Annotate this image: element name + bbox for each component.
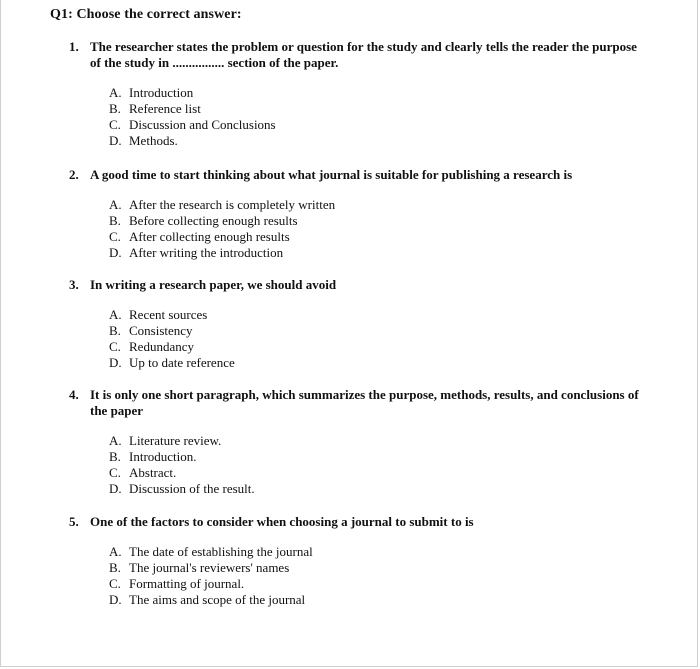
option-c[interactable] (109, 576, 649, 592)
question-number: 5. (69, 514, 79, 529)
option-letter: A. (109, 544, 122, 559)
option-letter: D. (109, 133, 122, 148)
option-text: The journal's reviewers' names (129, 560, 290, 575)
option-text: Consistency (129, 323, 193, 338)
question-text: One of the factors to consider when choosing a journal to submit to is (90, 514, 474, 529)
option-d[interactable] (109, 355, 649, 371)
question-stem (69, 167, 649, 183)
option-text: After the research is completely written (129, 197, 336, 212)
answer-options (109, 433, 649, 497)
option-b[interactable] (109, 449, 649, 465)
option-text: Redundancy (129, 339, 194, 354)
option-letter: B. (109, 323, 121, 338)
option-text: Formatting of journal. (129, 576, 245, 591)
option-letter: B. (109, 213, 121, 228)
option-b[interactable] (109, 323, 649, 339)
option-d[interactable] (109, 481, 649, 497)
option-d[interactable] (109, 133, 649, 149)
option-letter: B. (109, 560, 121, 575)
option-letter: D. (109, 481, 122, 496)
option-letter: D. (109, 245, 122, 260)
option-letter: C. (109, 229, 121, 244)
option-letter: C. (109, 576, 121, 591)
option-c[interactable] (109, 229, 649, 245)
question-number: 2. (69, 167, 79, 182)
option-letter: A. (109, 197, 122, 212)
option-d[interactable] (109, 592, 649, 608)
option-a[interactable] (109, 307, 649, 323)
question-1 (69, 39, 649, 149)
option-text: After writing the introduction (129, 245, 284, 260)
option-b[interactable] (109, 101, 649, 117)
option-d[interactable] (109, 245, 649, 261)
option-text: The date of establishing the journal (129, 544, 313, 559)
option-text: The aims and scope of the journal (129, 592, 306, 607)
option-a[interactable] (109, 433, 649, 449)
answer-options (109, 307, 649, 371)
option-letter: A. (109, 433, 122, 448)
option-a[interactable] (109, 544, 649, 560)
question-text: The researcher states the problem or question for the study and clearly tells the reader the purpose of the study in ................ section of the paper. (90, 39, 637, 70)
option-text: After collecting enough results (129, 229, 290, 244)
question-stem (69, 387, 649, 419)
answer-options (109, 197, 649, 261)
option-text: Before collecting enough results (129, 213, 298, 228)
option-letter: D. (109, 592, 122, 607)
question-text: It is only one short paragraph, which summarizes the purpose, methods, results, and conclusions of the paper (90, 387, 639, 418)
option-letter: B. (109, 101, 121, 116)
option-text: Abstract. (129, 465, 177, 480)
option-text: Up to date reference (129, 355, 235, 370)
option-letter: A. (109, 307, 122, 322)
option-c[interactable] (109, 117, 649, 133)
question-number: 1. (69, 39, 79, 54)
question-4 (69, 387, 649, 497)
page-heading: Q1: Choose the correct answer: (50, 7, 242, 22)
option-letter: C. (109, 117, 121, 132)
question-stem (69, 514, 649, 530)
option-letter: C. (109, 465, 121, 480)
option-text: Literature review. (129, 433, 222, 448)
option-text: Methods. (129, 133, 178, 148)
answer-options (109, 85, 649, 149)
option-b[interactable] (109, 213, 649, 229)
question-stem (69, 39, 649, 71)
option-a[interactable] (109, 197, 649, 213)
question-stem (69, 277, 649, 293)
option-letter: A. (109, 85, 122, 100)
question-5 (69, 514, 649, 608)
option-letter: B. (109, 449, 121, 464)
option-c[interactable] (109, 465, 649, 481)
question-2 (69, 167, 649, 261)
option-c[interactable] (109, 339, 649, 355)
question-text: A good time to start thinking about what journal is suitable for publishing a research is (90, 167, 573, 182)
option-text: Introduction. (129, 449, 197, 464)
answer-options (109, 544, 649, 608)
question-number: 3. (69, 277, 79, 292)
question-number: 4. (69, 387, 79, 402)
question-3 (69, 277, 649, 371)
option-letter: D. (109, 355, 122, 370)
option-letter: C. (109, 339, 121, 354)
option-text: Discussion and Conclusions (129, 117, 276, 132)
option-text: Discussion of the result. (129, 481, 255, 496)
question-text: In writing a research paper, we should avoid (90, 277, 337, 292)
option-a[interactable] (109, 85, 649, 101)
option-text: Recent sources (129, 307, 208, 322)
option-text: Introduction (129, 85, 194, 100)
option-text: Reference list (129, 101, 201, 116)
option-b[interactable] (109, 560, 649, 576)
